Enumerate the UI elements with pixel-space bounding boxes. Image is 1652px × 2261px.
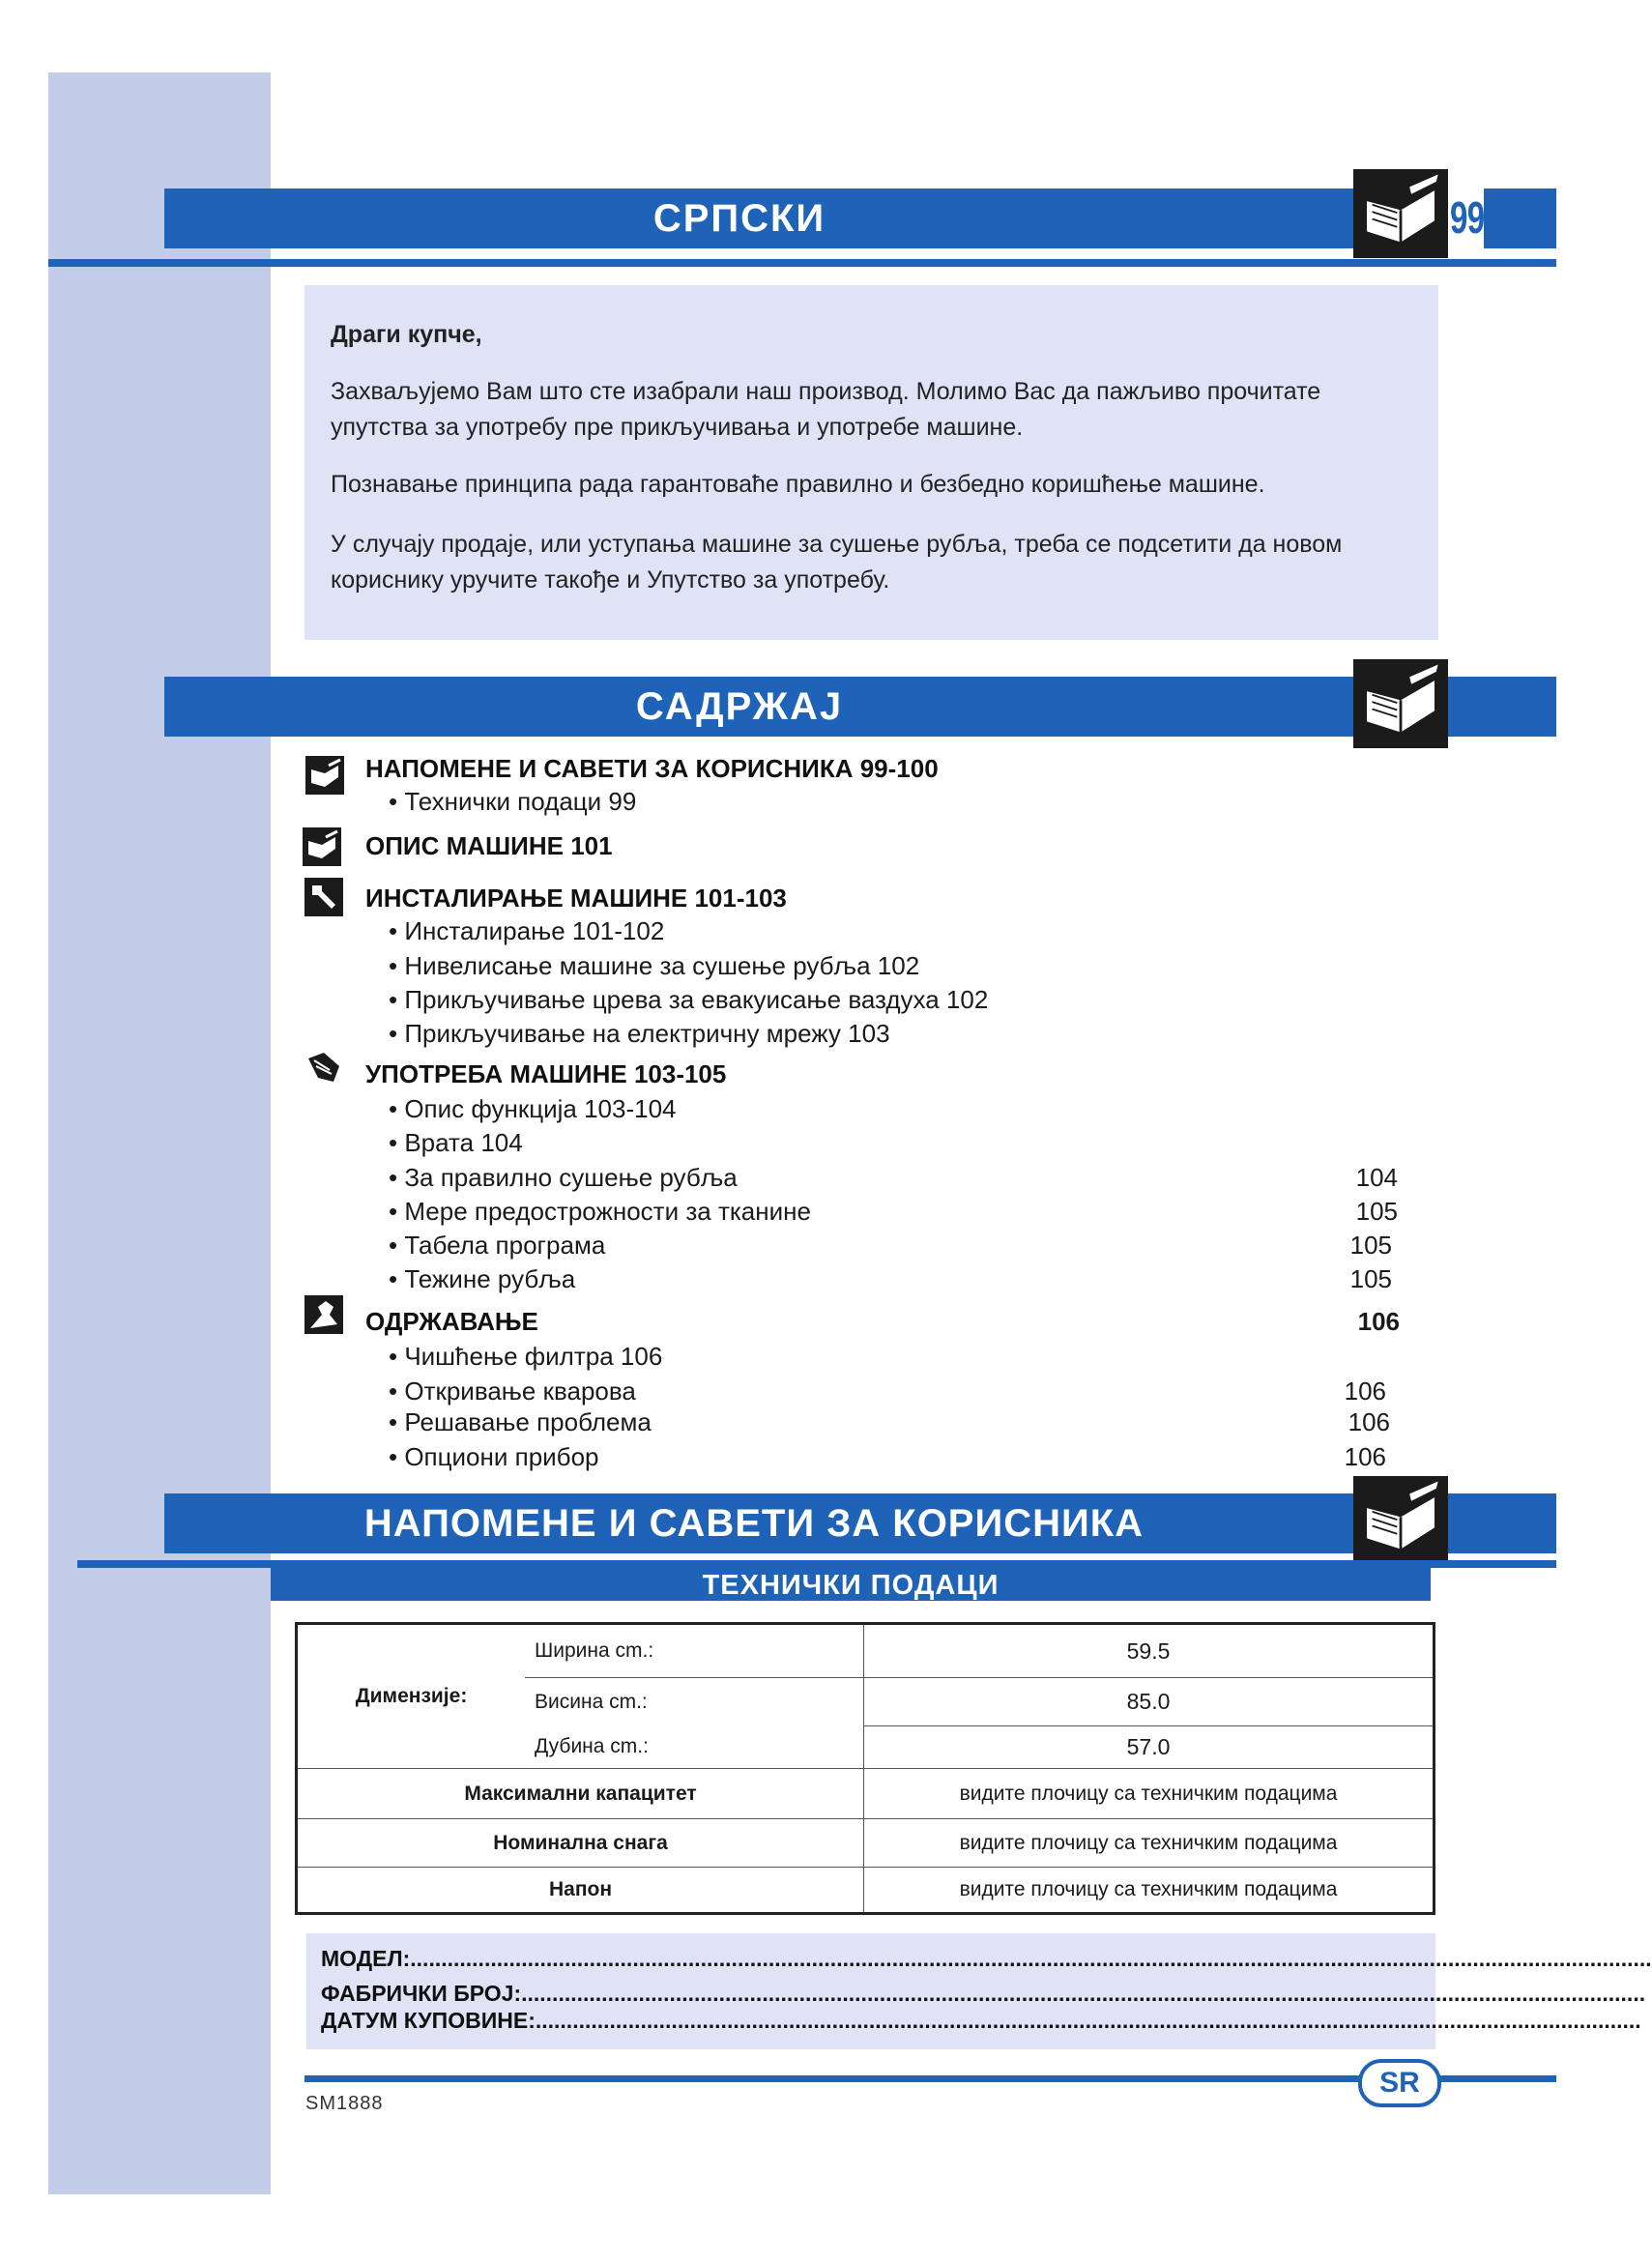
notes-bar-right xyxy=(1445,1493,1556,1553)
book-icon xyxy=(1353,1476,1448,1565)
toc-item: • Врата 104 xyxy=(389,1128,523,1157)
subtitle-text: ТЕХНИЧКИ ПОДАЦИ xyxy=(702,1570,1000,1601)
contents-title: САДРЖАЈ xyxy=(635,685,844,728)
contents-bar-right xyxy=(1445,677,1556,737)
toc-section-title: ИНСТАЛИРАЊЕ МАШИНЕ 101-103 xyxy=(365,884,787,913)
book-icon xyxy=(1353,659,1448,748)
toc-item: • Опциони прибор xyxy=(389,1442,599,1471)
hand-check-icon xyxy=(305,756,344,795)
width-label: Ширина cm.: xyxy=(525,1624,864,1678)
height-label: Висина cm.: xyxy=(525,1678,864,1726)
notes-rule xyxy=(77,1560,1556,1568)
intro-paragraph: У случају продаје, или уступања машине за сушење рубља, треба се подсетити да новом кориснику уручите такође и Упутство за употребу. xyxy=(331,531,1343,594)
book-icon xyxy=(1353,169,1448,258)
product-info-form xyxy=(306,1933,1652,2049)
toc-page: 106 xyxy=(1357,1307,1400,1336)
toc-page: 106 xyxy=(1344,1442,1386,1471)
header-rule xyxy=(48,259,1556,267)
intro-greeting: Драги купче, xyxy=(331,321,482,348)
toc-item: • Чишћење филтра 106 xyxy=(389,1342,663,1371)
toc-item: • Тежине рубља xyxy=(389,1264,576,1293)
width-value: 59.5 xyxy=(864,1624,1435,1678)
toc-page: 106 xyxy=(1344,1377,1386,1406)
capacity-value: видите плочицу са техничким подацима xyxy=(864,1769,1435,1819)
header-bar xyxy=(164,188,1363,248)
page-number: 99 xyxy=(1450,192,1485,243)
header-bar-right xyxy=(1484,188,1556,248)
power-label: Номинална снага xyxy=(297,1819,864,1868)
hand-point-icon xyxy=(304,1049,343,1087)
intro-panel xyxy=(304,285,1438,640)
toc-page: 105 xyxy=(1349,1264,1392,1293)
toc-section-title: НАПОМЕНЕ И САВЕТИ ЗА КОРИСНИКА 99-100 xyxy=(365,754,939,783)
height-value: 85.0 xyxy=(864,1678,1435,1726)
toc-item: • Нивелисање машине за сушење рубља 102 xyxy=(389,951,920,980)
depth-value: 57.0 xyxy=(864,1726,1435,1769)
toc-page: 105 xyxy=(1349,1231,1392,1260)
wrench-icon xyxy=(304,878,343,916)
maintenance-icon xyxy=(304,1295,343,1334)
toc-item: • Опис функција 103-104 xyxy=(389,1094,677,1123)
dimensions-label: Димензије: xyxy=(297,1624,526,1769)
voltage-label: Напон xyxy=(297,1868,864,1914)
footer-code: SM1888 xyxy=(305,2093,384,2114)
toc-item: • Прикључивање црева за евакуисање ваздуха 102 xyxy=(389,985,989,1014)
toc-page: 106 xyxy=(1348,1407,1390,1436)
toc-item: • Откривање кварова xyxy=(389,1377,636,1406)
power-value: видите плочицу са техничким подацима xyxy=(864,1819,1435,1868)
notes-bar xyxy=(164,1493,1363,1553)
toc-section-title: УПОТРЕБА МАШИНЕ 103-105 xyxy=(365,1059,727,1088)
subtitle-bar xyxy=(271,1568,1431,1601)
toc-item: • Технички подаци 99 xyxy=(389,787,637,816)
model-field[interactable]: МОДЕЛ:......................................................................................................................................................................................................... xyxy=(321,1946,1652,1971)
toc-page: 104 xyxy=(1355,1163,1398,1192)
intro-paragraph: Познавање принципа рада гарантоваће правилно и безбедно коришћење машине. xyxy=(331,471,1265,498)
contents-bar xyxy=(164,677,1363,737)
depth-label: Дубина cm.: xyxy=(525,1726,864,1769)
capacity-label: Максимални капацитет xyxy=(297,1769,864,1819)
serial-field[interactable]: ФАБРИЧКИ БРОЈ:...................................................................................................................................................................................... xyxy=(321,1981,1646,2006)
purchase-date-field[interactable]: ДАТУМ КУПОВИНЕ:................................................................................................................................................................................... xyxy=(321,2008,1641,2033)
language-badge: SR xyxy=(1358,2059,1441,2107)
toc-section-title: ОПИС МАШИНЕ 101 xyxy=(365,831,613,860)
toc-section-title: ОДРЖАВАЊЕ xyxy=(365,1307,538,1336)
tech-table xyxy=(295,1622,1435,1915)
toc-item: • Мере предострожности за тканине xyxy=(389,1197,811,1226)
toc-page: 105 xyxy=(1355,1197,1398,1226)
voltage-value: видите плочицу са техничким подацима xyxy=(864,1868,1435,1914)
hand-check-icon xyxy=(303,827,341,866)
notes-title: НАПОМЕНЕ И САВЕТИ ЗА КОРИСНИКА xyxy=(363,1502,1145,1545)
sidebar-band xyxy=(48,72,271,2194)
toc-item: • Инсталирање 101-102 xyxy=(389,916,665,945)
header-title: СРПСКИ xyxy=(652,197,826,240)
toc-item: • Решавање проблема xyxy=(389,1407,652,1436)
toc-item: • Прикључивање на електричну мрежу 103 xyxy=(389,1019,890,1048)
toc-item: • Табела програма xyxy=(389,1231,606,1260)
toc-item: • За правилно сушење рубља xyxy=(389,1163,738,1192)
intro-paragraph: Захваљујемо Вам што сте изабрали наш производ. Молимо Вас да пажљиво прочитате упутства за употребу пре прикључивања и употребе машине. xyxy=(331,378,1321,441)
